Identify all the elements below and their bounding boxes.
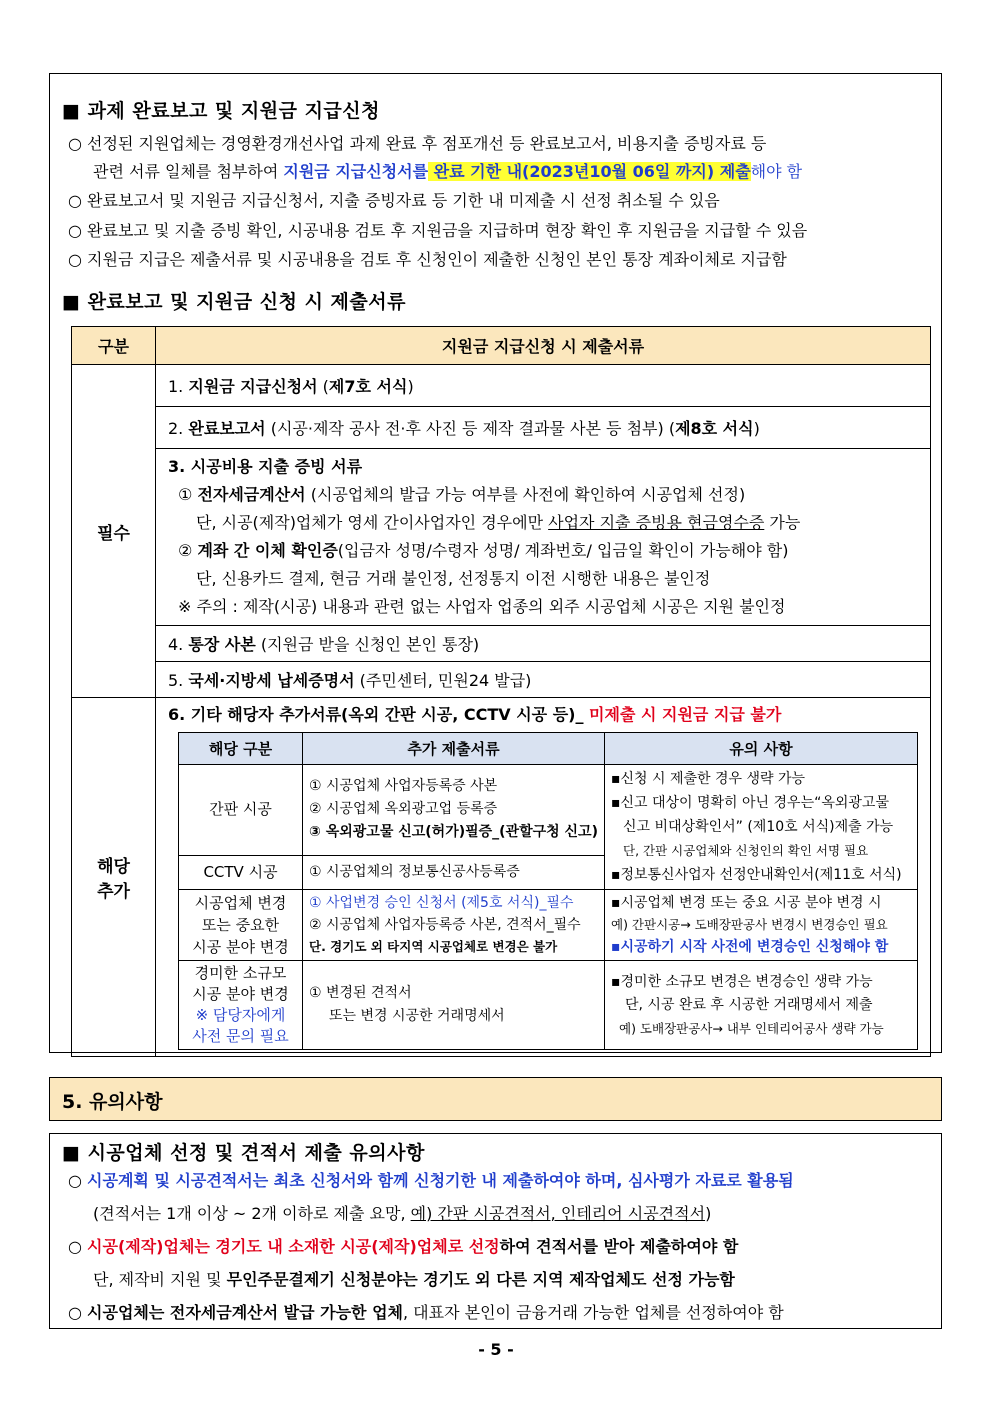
section-5-title: 5. 유의사항 — [62, 1091, 163, 1113]
doc-item-5: 5. 국세·지방세 납세증명서 (주민센터, 민원24 발급) — [156, 662, 931, 698]
category-extra: 해당 추가 — [72, 698, 156, 1057]
minor-docs: ① 변경된 견적서 또는 변경 시공한 거래명세서 — [303, 961, 605, 1050]
change-label: 시공업체 변경 또는 중요한 시공 분야 변경 — [179, 890, 303, 961]
doc-item-2: 2. 완료보고서 (시공·제작 공사 전·후 사진 등 제작 결과물 사본 등 첨부) (제8호 서식) — [156, 407, 931, 449]
doc-item-6: 6. 기타 해당자 추가서류(옥외 간판 시공, CCTV 시공 등)_ 미제출 시 지원금 지급 불가 해당 구분 추가 제출서류 유의 사항 간판 시공 ① 시공업체 사업자등록증 사본 ② 시공업체 옥외광고업 등록증 ③ 옥외광고물 신고(허가)필증_(관할구청 신고) ▪신청 시 제출한 경우 생략 가능 ▪신고 대상이 명확히 아닌 경우는“옥외광고물 신고 비대상확인서” (제10호 서식)제출 가능 단, 간판 시공업체와 신청인의 확인 서명 필요 ▪정보통신사업자 선정안내확인서(제11호 서식) CCTV 시공 ① 시공업체의 정보통신공사등록증 시공업체 변경 또는 중요한 시공 분야 변경 ① 사업변경 승인 신청서 (제5호 서식)_필수 ② 시공업체 사업자등록증 사본, 견적서_필수 단. 경기도 외 타지역 시공업체로 변경은 불가 ▪시공업체 변경 또는 중요 시공 분야 변경 시 예) 간판시공→ 도배장판공사 변경시 변경승인 필요 ▪시공하기 시작 사전에 변경승인 신청해야 함 경미한 소규모 시공 분야 변경 ※ 담당자에게 사전 문의 필요 ① 변경된 견적서 또는 변경 시공한 거래명세서 ▪경미한 소규모 변경은 변경승인 생략 가능 단, 시공 완료 후 시공한 거래명세서 제출 예) 도배장판공사→ 내부 인테리어공사 생략 가능 — [156, 698, 931, 1057]
bullet-line: ○ 선정된 지원업체는 경영환경개선사업 과제 완료 후 점포개선 등 완료보고서, 비용지출 증빙자료 등 — [68, 134, 767, 153]
col-header-docs: 지원금 지급신청 시 제출서류 — [156, 327, 931, 365]
sign-label: 간판 시공 — [179, 765, 303, 856]
doc-item-4: 4. 통장 사본 (지원금 받을 신청인 본인 통장) — [156, 626, 931, 662]
sub-header-notes: 유의 사항 — [605, 733, 918, 765]
cctv-label: CCTV 시공 — [179, 855, 303, 889]
documents-table — [71, 326, 931, 1057]
minor-notes: ▪경미한 소규모 변경은 변경승인 생략 가능 단, 시공 완료 후 시공한 거래명세서 제출 예) 도배장판공사→ 내부 인테리어공사 생략 가능 — [605, 961, 918, 1050]
sub-header-category: 해당 구분 — [179, 733, 303, 765]
notes-line: (견적서는 1개 이상 ~ 2개 이하로 제출 요망, 예) 간판 시공견적서, 인테리어 시공견적서) — [93, 1204, 712, 1223]
notes-line: ○ 시공계획 및 시공견적서는 최초 신청서와 함께 신청기한 내 제출하여야 하며, 심사평가 자료로 활용됨 — [68, 1171, 794, 1190]
sign-notes: ▪신청 시 제출한 경우 생략 가능 ▪신고 대상이 명확히 아닌 경우는“옥외광고물 신고 비대상확인서” (제10호 서식)제출 가능 단, 간판 시공업체와 신청인의 확인 서명 필요 ▪정보통신사업자 선정안내확인서(제11호 서식) — [605, 765, 918, 890]
section-heading-completion: ■ 과제 완료보고 및 지원금 지급신청 — [62, 100, 380, 122]
sign-docs: ① 시공업체 사업자등록증 사본 ② 시공업체 옥외광고업 등록증 ③ 옥외광고물 신고(허가)필증_(관할구청 신고) — [303, 765, 605, 856]
extra-docs-table — [178, 732, 918, 1050]
doc-item-1: 1. 지원금 지급신청서 (제7호 서식) — [156, 365, 931, 407]
notes-line: ○ 시공업체는 전자세금계산서 발급 가능한 업체, 대표자 본인이 금융거래 가능한 업체를 선정하여야 함 — [68, 1303, 784, 1322]
sub-header-docs: 추가 제출서류 — [303, 733, 605, 765]
bullet-line: ○ 지원금 지급은 제출서류 및 시공내용을 검토 후 신청인이 제출한 신청인 본인 통장 계좌이체로 지급함 — [68, 250, 787, 269]
change-docs: ① 사업변경 승인 신청서 (제5호 서식)_필수 ② 시공업체 사업자등록증 사본, 견적서_필수 단. 경기도 외 타지역 시공업체로 변경은 불가 — [303, 890, 605, 961]
bullet-line: 관련 서류 일체를 첨부하여 지원금 지급신청서를 완료 기한 내(2023년10월 06일 까지) 제출해야 함 — [93, 162, 803, 181]
cctv-docs: ① 시공업체의 정보통신공사등록증 — [303, 855, 605, 889]
category-required: 필수 — [72, 365, 156, 698]
bullet-line: ○ 완료보고 및 지출 증빙 확인, 시공내용 검토 후 지원금을 지급하며 현장 확인 후 지원금을 지급할 수 있음 — [68, 221, 808, 240]
minor-label: 경미한 소규모 시공 분야 변경 ※ 담당자에게 사전 문의 필요 — [179, 961, 303, 1050]
section-heading-documents: ■ 완료보고 및 지원금 신청 시 제출서류 — [62, 291, 406, 313]
section-heading-notes: ■ 시공업체 선정 및 견적서 제출 유의사항 — [62, 1142, 425, 1164]
change-notes: ▪시공업체 변경 또는 중요 시공 분야 변경 시 예) 간판시공→ 도배장판공사 변경시 변경승인 필요 ▪시공하기 시작 사전에 변경승인 신청해야 함 — [605, 890, 918, 961]
doc-item-3: 3. 시공비용 지출 증빙 서류 ① 전자세금계산서 (시공업체의 발급 가능 여부를 사전에 확인하여 시공업체 선정) 단, 시공(제작)업체가 영세 간이사업자인 경우에만 사업자 지출 증빙용 현금영수증 가능 ② 계좌 간 이체 확인증(입금자 성명/수령자 성명/ 계좌번호/ 입금일 확인이 가능해야 함) 단, 신용카드 결제, 현금 거래 불인정, 선정통지 이전 시행한 내용은 불인정 ※ 주의 : 제작(시공) 내용과 관련 없는 사업자 업종의 외주 시공업체 시공은 지원 불인정 — [156, 449, 931, 626]
section-5-title-bar — [49, 1077, 942, 1121]
col-header-category: 구분 — [72, 327, 156, 365]
notes-line: 단, 제작비 지원 및 무인주문결제기 신청분야는 경기도 외 다른 지역 제작업체도 선정 가능함 — [93, 1270, 735, 1289]
bullet-line: ○ 완료보고서 및 지원금 지급신청서, 지출 증빙자료 등 기한 내 미제출 시 선정 취소될 수 있음 — [68, 191, 720, 210]
page-number: - 5 - — [478, 1340, 514, 1359]
notes-line: ○ 시공(제작)업체는 경기도 내 소재한 시공(제작)업체로 선정하여 견적서를 받아 제출하여야 함 — [68, 1237, 739, 1256]
